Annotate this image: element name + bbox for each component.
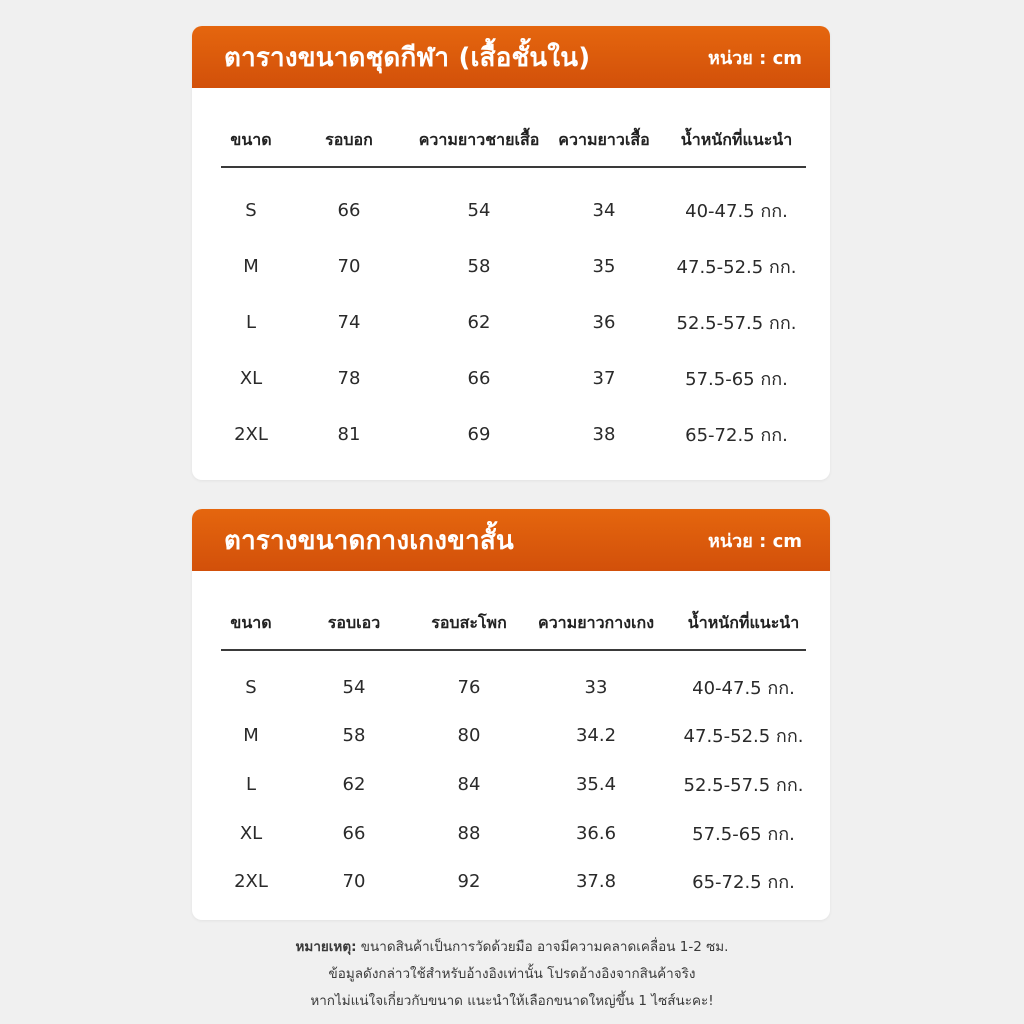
- column-header: ขนาด: [221, 114, 281, 167]
- shorts-chart-unit: หน่วย : cm: [708, 530, 802, 552]
- column-header: รอบสะโพก: [427, 597, 511, 650]
- footnote-label: หมายเหตุ:: [295, 939, 357, 955]
- table-header-row: [221, 114, 806, 167]
- table-cell: L: [245, 773, 257, 795]
- table-row: [221, 294, 806, 350]
- table-cell: 62: [342, 773, 366, 795]
- table-row: [221, 663, 806, 712]
- footnote: [0, 934, 1024, 1015]
- shirt-chart-title: ตารางขนาดชุดกีฬา (เสื้อชั้นใน): [224, 42, 591, 73]
- table-row: [221, 857, 806, 906]
- shirt-size-chart-card: [192, 26, 830, 480]
- shorts-chart-header: [192, 509, 830, 571]
- table-cell: 54: [467, 199, 491, 221]
- shorts-size-chart-card: [192, 509, 830, 920]
- table-cell: 66: [467, 367, 491, 389]
- table-cell: 52.5-57.5 กก.: [683, 774, 804, 796]
- table-cell: M: [243, 255, 259, 277]
- table-cell: 65-72.5 กก.: [685, 424, 788, 446]
- table-cell: 70: [337, 255, 361, 277]
- table-row: [221, 809, 806, 858]
- table-row: [221, 182, 806, 238]
- table-cell: 47.5-52.5 กก.: [683, 726, 804, 748]
- table-cell: 65-72.5 กก.: [692, 872, 795, 894]
- table-cell: 62: [467, 311, 491, 333]
- column-header: ความยาวกางเกง: [511, 597, 681, 650]
- table-cell: 2XL: [234, 423, 268, 445]
- table-cell: L: [245, 311, 257, 333]
- table-cell: 40-47.5 กก.: [685, 200, 788, 222]
- table-cell: M: [243, 725, 259, 747]
- table-cell: 2XL: [234, 871, 268, 893]
- shorts-size-table: [221, 597, 806, 906]
- table-cell: 36: [592, 311, 616, 333]
- table-cell: 58: [342, 725, 366, 747]
- table-cell: 78: [337, 367, 361, 389]
- shirt-chart-header: [192, 26, 830, 88]
- table-header-row: [221, 597, 806, 650]
- table-cell: 76: [457, 676, 481, 698]
- table-cell: 81: [337, 423, 361, 445]
- table-cell: 70: [342, 871, 366, 893]
- shirt-size-table: [221, 114, 806, 462]
- table-row: [221, 238, 806, 294]
- table-cell: 66: [337, 199, 361, 221]
- table-cell: XL: [239, 822, 263, 844]
- column-header: น้ำหนักที่แนะนำ: [667, 114, 806, 167]
- column-header: ขนาด: [221, 597, 281, 650]
- table-cell: 37.8: [575, 871, 617, 893]
- table-cell: 40-47.5 กก.: [692, 677, 795, 699]
- table-cell: 33: [584, 676, 608, 698]
- table-cell: 58: [467, 255, 491, 277]
- table-row: [221, 712, 806, 761]
- footnote-line-1: [0, 934, 1024, 961]
- table-cell: 52.5-57.5 กก.: [676, 312, 797, 334]
- column-header: รอบอก: [281, 114, 417, 167]
- table-cell: 57.5-65 กก.: [685, 368, 788, 390]
- footnote-text: ขนาดสินค้าเป็นการวัดด้วยมือ อาจมีความคลาดเคลื่อน 1-2 ซม.: [356, 939, 729, 955]
- table-cell: 37: [592, 367, 616, 389]
- table-cell: 92: [457, 871, 481, 893]
- column-header: รอบเอว: [281, 597, 427, 650]
- table-cell: 47.5-52.5 กก.: [676, 256, 797, 278]
- shorts-chart-title: ตารางขนาดกางเกงขาสั้น: [224, 525, 514, 556]
- table-cell: 57.5-65 กก.: [692, 823, 795, 845]
- column-header: น้ำหนักที่แนะนำ: [681, 597, 806, 650]
- table-cell: 80: [457, 725, 481, 747]
- table-row: [221, 350, 806, 406]
- column-header: ความยาวชายเสื้อ: [417, 114, 541, 167]
- table-cell: XL: [239, 367, 263, 389]
- table-cell: 34.2: [575, 725, 617, 747]
- table-cell: 74: [337, 311, 361, 333]
- shirt-chart-unit: หน่วย : cm: [708, 47, 802, 69]
- table-cell: 38: [592, 423, 616, 445]
- footnote-line-2: ข้อมูลดังกล่าวใช้สำหรับอ้างอิงเท่านั้น โปรดอ้างอิงจากสินค้าจริง: [328, 966, 696, 982]
- table-cell: 88: [457, 822, 481, 844]
- table-cell: 66: [342, 822, 366, 844]
- footnote-line-3: หากไม่แน่ใจเกี่ยวกับขนาด แนะนำให้เลือกขนาดใหญ่ขึ้น 1 ไซส์นะคะ!: [310, 993, 714, 1009]
- table-cell: 54: [342, 676, 366, 698]
- column-header: ความยาวเสื้อ: [541, 114, 667, 167]
- table-cell: 84: [457, 773, 481, 795]
- table-cell: 35.4: [575, 773, 617, 795]
- table-cell: 35: [592, 255, 616, 277]
- table-cell: 34: [592, 199, 616, 221]
- table-row: [221, 406, 806, 462]
- table-cell: 69: [467, 423, 491, 445]
- table-cell: 36.6: [575, 822, 617, 844]
- table-row: [221, 760, 806, 809]
- table-cell: S: [245, 199, 257, 221]
- table-cell: S: [245, 676, 257, 698]
